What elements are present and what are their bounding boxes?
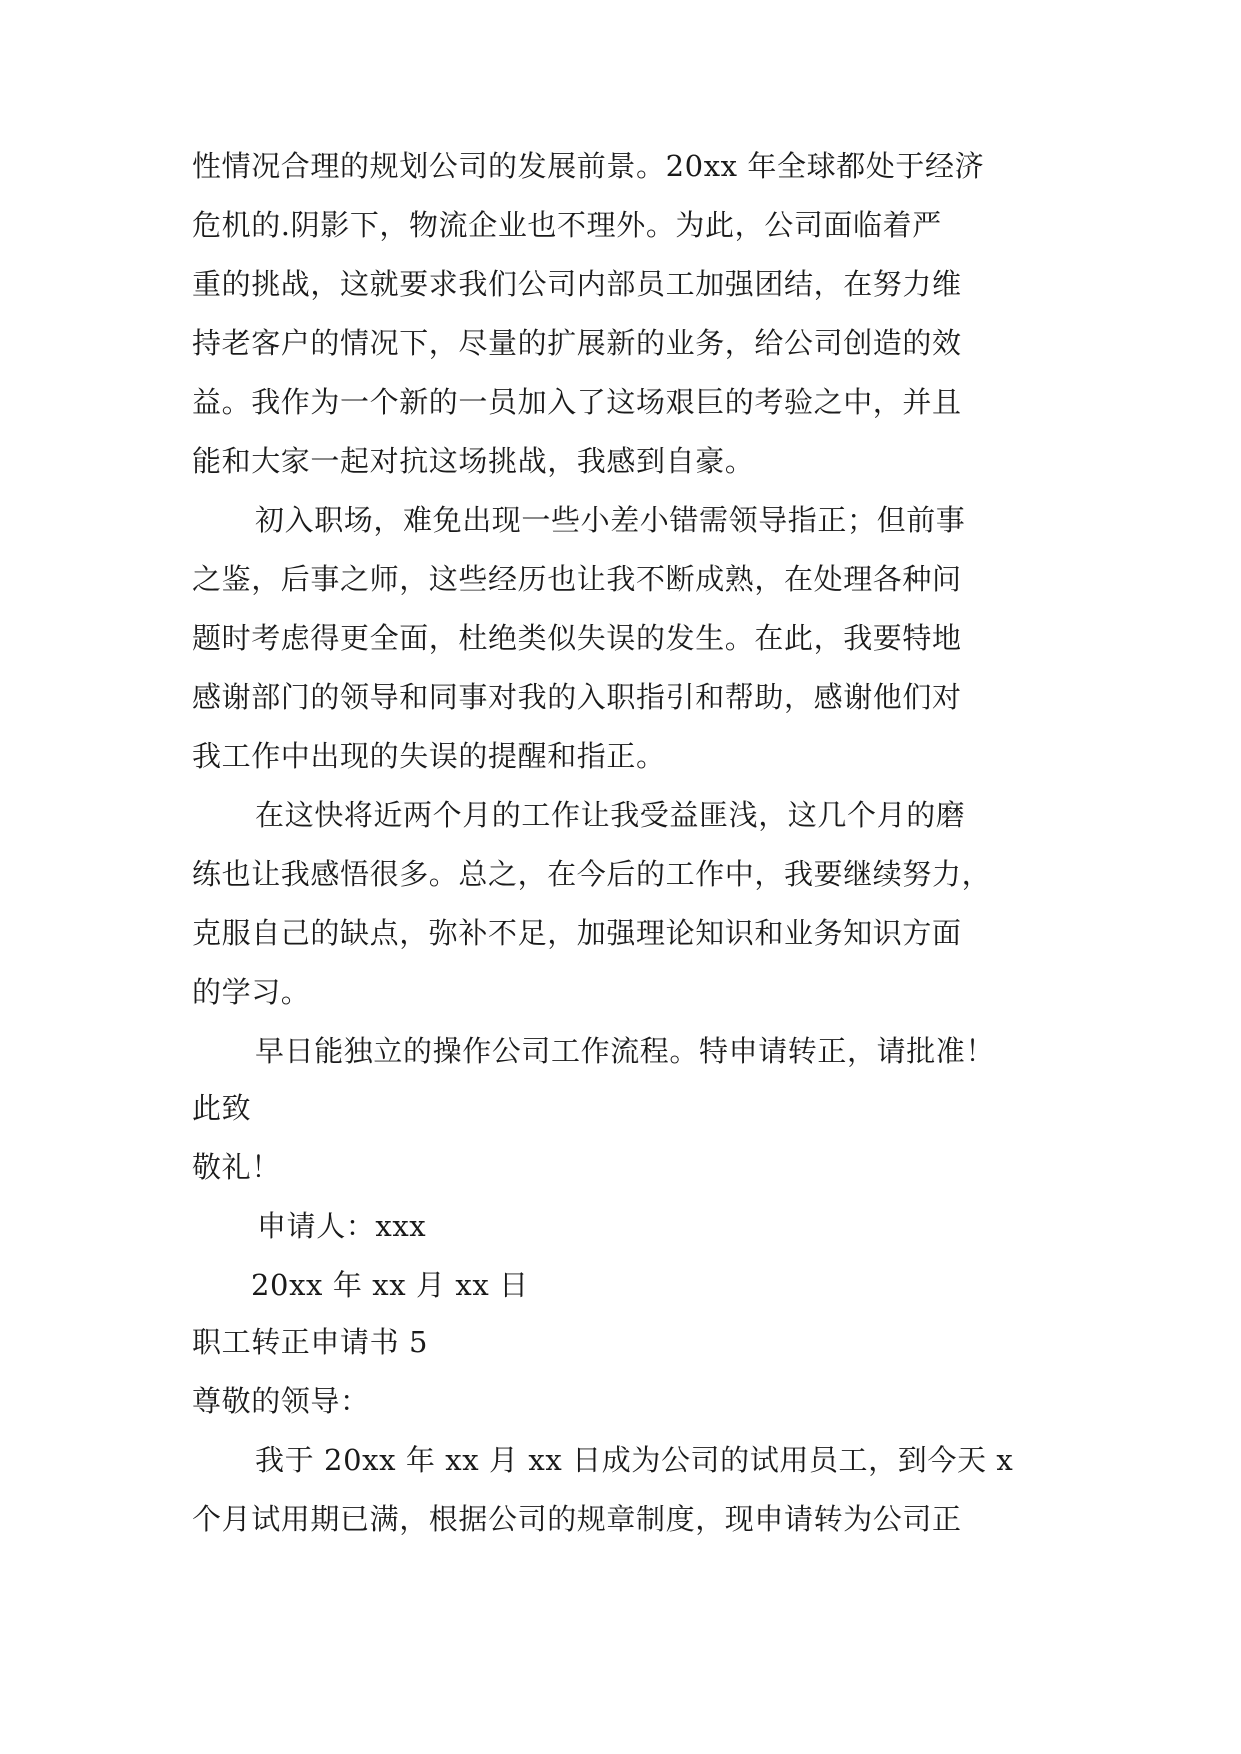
body-text-line: 持老客户的情况下，尽量的扩展新的业务，给公司创造的效: [192, 326, 962, 360]
body-text-line: 之鉴，后事之师，这些经历也让我不断成熟，在处理各种问: [192, 562, 962, 596]
body-text-line: 练也让我感悟很多。总之，在今后的工作中，我要继续努力，: [192, 857, 992, 891]
body-text-line: 的学习。: [192, 975, 311, 1009]
body-text-line: 个月试用期已满，根据公司的规章制度，现申请转为公司正: [192, 1502, 962, 1536]
paragraph-first-line: 在这快将近两个月的工作让我受益匪浅，这几个月的磨: [255, 798, 966, 832]
body-text-line: 我工作中出现的失误的提醒和指正。: [192, 739, 666, 773]
paragraph-first-line: 我于 20xx 年 xx 月 xx 日成为公司的试用员工，到今天 x: [255, 1443, 1014, 1477]
closing-salutation: 敬礼！: [192, 1150, 281, 1184]
body-text-line: 克服自己的缺点，弥补不足，加强理论知识和业务知识方面: [192, 916, 962, 950]
body-text-line: 危机的.阴影下，物流企业也不理外。为此，公司面临着严: [192, 208, 942, 242]
body-text-line: 感谢部门的领导和同事对我的入职指引和帮助，感谢他们对: [192, 680, 962, 714]
paragraph-first-line: 早日能独立的操作公司工作流程。特申请转正，请批准！: [255, 1034, 996, 1068]
paragraph-first-line: 初入职场，难免出现一些小差小错需领导指正；但前事: [255, 503, 966, 537]
closing-salutation: 此致: [192, 1091, 252, 1125]
body-text-line: 性情况合理的规划公司的发展前景。20xx 年全球都处于经济: [192, 149, 985, 183]
applicant-signature: 申请人：xxx: [257, 1209, 427, 1243]
body-text-line: 益。我作为一个新的一员加入了这场艰巨的考验之中，并且: [192, 385, 962, 419]
salutation: 尊敬的领导：: [192, 1384, 370, 1418]
body-text-line: 能和大家一起对抗这场挑战，我感到自豪。: [192, 444, 755, 478]
body-text-line: 题时考虑得更全面，杜绝类似失误的发生。在此，我要特地: [192, 621, 962, 655]
signature-date: 20xx 年 xx 月 xx 日: [251, 1268, 529, 1302]
section-title: 职工转正申请书 5: [192, 1325, 429, 1359]
body-text-line: 重的挑战，这就要求我们公司内部员工加强团结，在努力维: [192, 267, 962, 301]
